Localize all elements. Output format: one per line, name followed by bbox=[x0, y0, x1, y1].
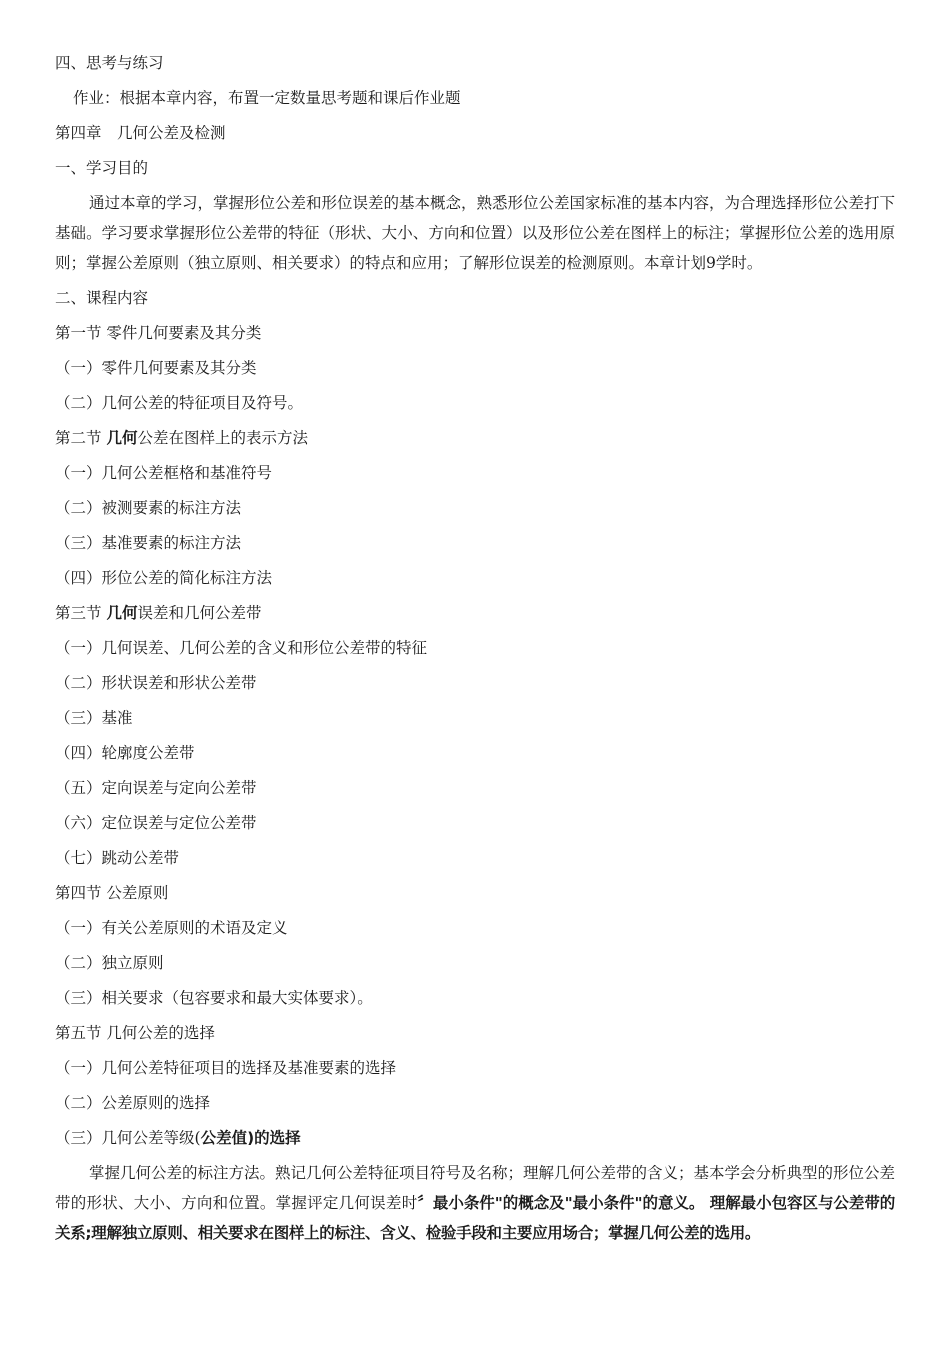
section-2-title bbox=[55, 421, 895, 456]
section-3-item: （五）定向误差与定向公差带 bbox=[55, 779, 257, 797]
section-5-item: （一）几何公差特征项目的选择及基准要素的选择 bbox=[55, 1059, 397, 1077]
section-5-item-3 bbox=[55, 1121, 895, 1156]
heading-course-content: 二、课程内容 bbox=[55, 289, 149, 307]
section-2-item: （一）几何公差框格和基准符号 bbox=[55, 464, 273, 482]
section-4-item: （一）有关公差原则的术语及定义 bbox=[55, 919, 288, 937]
section-4-title: 第四节 公差原则 bbox=[55, 884, 169, 902]
section-3-item: （四）轮廓度公差带 bbox=[55, 744, 195, 762]
section-1-item: （二）几何公差的特征项目及符号。 bbox=[55, 394, 304, 412]
section-4-item: （三）相关要求（包容要求和最大实体要求）。 bbox=[55, 989, 373, 1007]
homework-line: 作业：根据本章内容，布置一定数量思考题和课后作业题 bbox=[73, 89, 461, 107]
section-3-item: （七）跳动公差带 bbox=[55, 849, 180, 867]
chapter-title: 第四章 几何公差及检测 bbox=[55, 124, 226, 142]
section-1-title: 第一节 零件几何要素及其分类 bbox=[55, 324, 262, 342]
summary-bold-text: 〞最小条件"的概念及"最小条件"的意义。 理解最小包容区与公差带的关系;理解独立原则、相关要求在图样上的标注、含义、检验手段和主要应用场合；掌握几何公差的选用。 bbox=[55, 1194, 895, 1242]
section-3-title bbox=[55, 596, 895, 631]
section-2-item: （四）形位公差的简化标注方法 bbox=[55, 569, 273, 587]
section-4-item: （二）独立原则 bbox=[55, 954, 164, 972]
document-page bbox=[55, 46, 895, 1251]
section-3-item: （一）几何误差、几何公差的含义和形位公差带的特征 bbox=[55, 639, 428, 657]
section-2-title-suffix: 公差在图样上的表示方法 bbox=[137, 429, 308, 447]
section-3-item: （三）基准 bbox=[55, 709, 133, 727]
objective-paragraph: 通过本章的学习，掌握形位公差和形位误差的基本概念，熟悉形位公差国家标准的基本内容，为合理选择形位公差打下基础。学习要求掌握形位公差带的特征（形状、大小、方向和位置）以及形位公差在图样上的标注；掌握形位公差的选用原则；掌握公差原则（独立原则、相关要求）的特点和应用；了解形位误差的检测原则。本章计划9学时。 bbox=[55, 194, 896, 272]
summary-plain-text: 掌握几何公差的标注方法。熟记几何公差特征项目符号及名称；理解几何公差带的含义；基本学会分析典型的形位公差带的形状、大小、方向和位置。掌握评定几何误差时 bbox=[55, 1164, 896, 1212]
section-5-title: 第五节 几何公差的选择 bbox=[55, 1024, 215, 1042]
section-3-title-suffix: 误差和几何公差带 bbox=[137, 604, 262, 622]
heading-exercises: 四、思考与练习 bbox=[55, 54, 164, 72]
section-5-item-3-prefix: （三）几何公差等级( bbox=[55, 1129, 201, 1147]
section-3-item: （六）定位误差与定位公差带 bbox=[55, 814, 257, 832]
section-2-title-prefix: 第二节 bbox=[55, 429, 107, 447]
section-2-item: （二）被测要素的标注方法 bbox=[55, 499, 242, 517]
section-3-title-bold: 几何 bbox=[106, 604, 138, 622]
section-2-item: （三）基准要素的标注方法 bbox=[55, 534, 242, 552]
heading-objectives: 一、学习目的 bbox=[55, 159, 149, 177]
summary-paragraph bbox=[55, 1158, 895, 1248]
section-5-item: （二）公差原则的选择 bbox=[55, 1094, 211, 1112]
section-3-title-prefix: 第三节 bbox=[55, 604, 107, 622]
section-3-item: （二）形状误差和形状公差带 bbox=[55, 674, 257, 692]
section-2-title-bold: 几何 bbox=[106, 429, 138, 447]
section-1-item: （一）零件几何要素及其分类 bbox=[55, 359, 257, 377]
section-5-item-3-bold: 公差值)的选择 bbox=[200, 1129, 301, 1147]
